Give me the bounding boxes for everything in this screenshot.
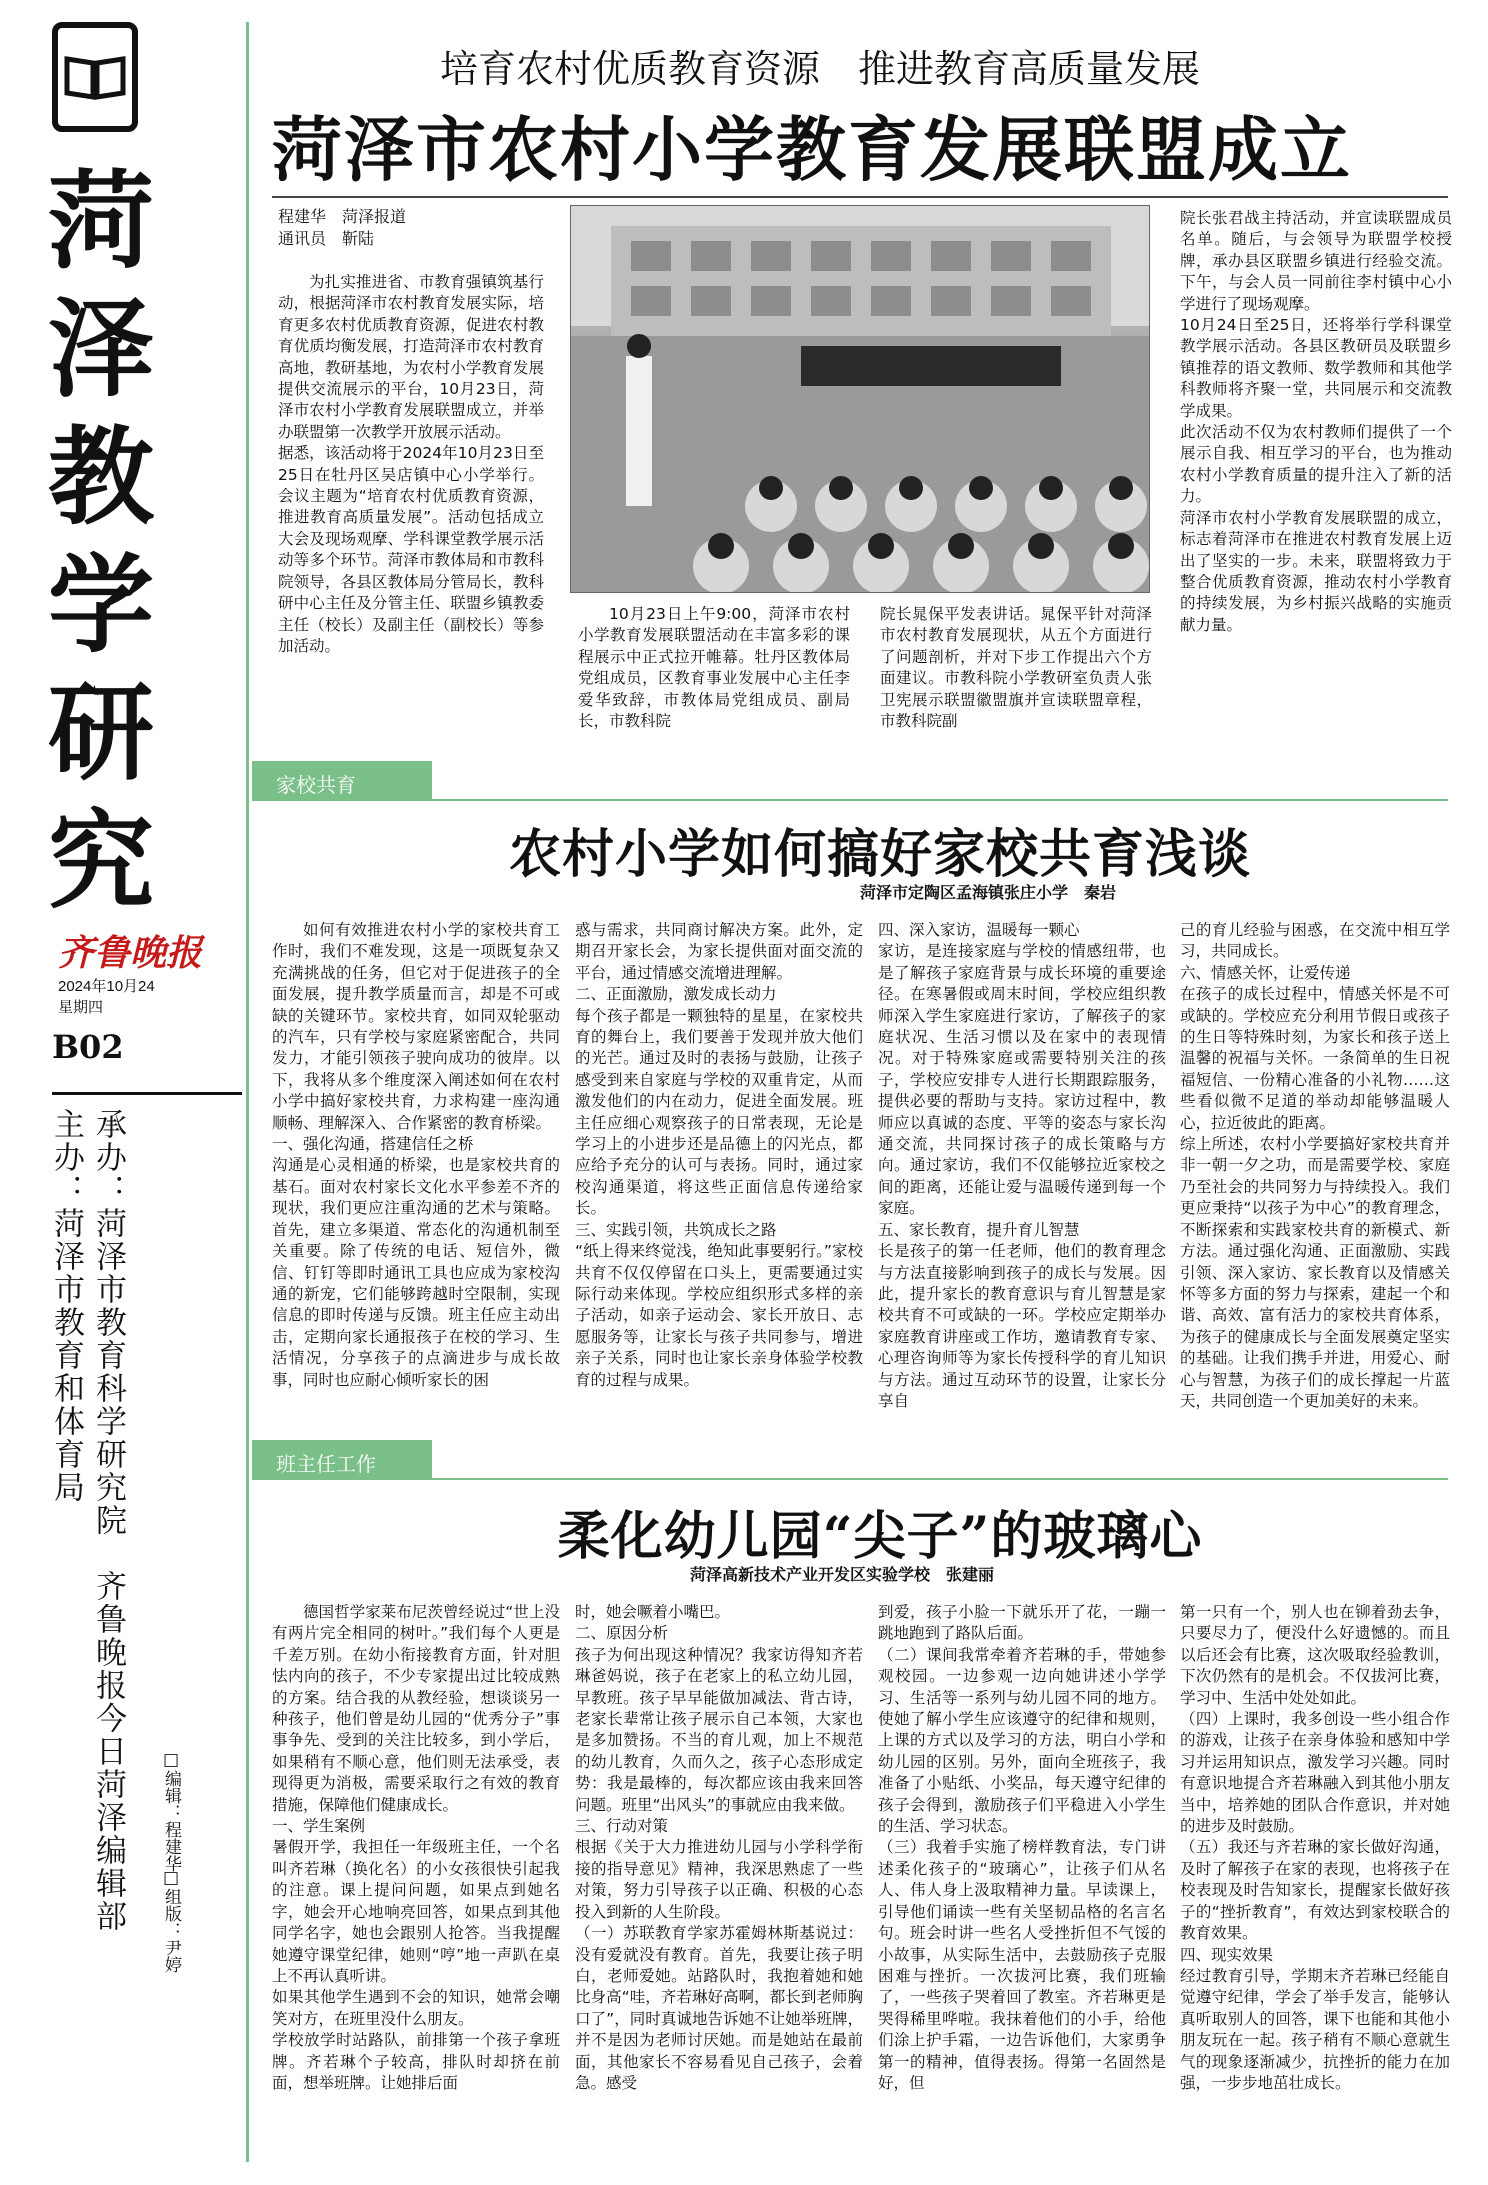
- host-info: 承办：菏泽市教育科学研究院 齐鲁晚报今日菏泽编辑部: [90, 1108, 126, 1933]
- section-tag-home-school: 家校共育: [252, 761, 432, 801]
- article2-headline: 农村小学如何搞好家校共育浅谈: [508, 824, 1251, 885]
- green-divider: [246, 22, 249, 2162]
- article3-author: 菏泽高新技术产业开发区实验学校 张建丽: [690, 1565, 995, 1584]
- article3-col3: 到爱，孩子小脸一下就乐开了花，一蹦一跳地跑到了路队后面。 （二）课间我常牵着齐若琳的手，带她参观校园。一边参观一边向她讲述小学学习、生活等一系列与幼儿园不同的地方。使她了解小学生应该遵守的纪律和规则，上课的方式以及学习的方法，明白小学和幼儿园的区别。另外，面向全班孩子，我准备了小贴纸、小奖品，每天遵守纪律的孩子会得到，激励孩子们平稳进入小学生的生活、学习状态。 （三）我着手实施了榜样教育法，专门讲述柔化孩子的“玻璃心”，让孩子们从名人、伟人身上汲取精神力量。早读课上，引导他们诵读一些有关坚韧品格的名言名句。班会时讲一些名人受挫折但不气馁的小故事，从实际生活中，去鼓励孩子克服困难与挫折。一次拔河比赛，我们班输了，一些孩子哭着回了教室。齐若琳更是哭得稀里哗啦。我抹着他们的小手，给他们涂上护手霜，一边告诉他们，大家勇争第一的精神，值得表扬。得第一名固然是好，但: [878, 1603, 1166, 2092]
- article2-col1: 如何有效推进农村小学的家校共育工作时，我们不难发现，这是一项既复杂又充满挑战的任务，但它对于促进孩子的全面发展，提升教学质量而言，却是不可或缺的关键环节。家校共育，如同双轮驱动的汽车，只有学校与家庭紧密配合，共同发力，才能引领孩子驶向成功的彼岸。以下，我将从多个维度深入阐述如何在农村小学中搞好家校共育，力求构建一座沟通顺畅、理解深入、合作紧密的教育桥梁。 一、强化沟通，搭建信任之桥 沟通是心灵相通的桥梁，也是家校共育的基石。面对农村家长文化水平参差不齐的现状，我们更应注重沟通的艺术与策略。首先，建立多渠道、常态化的沟通机制至关重要。除了传统的电话、短信外，微信、钉钉等即时通讯工具也应成为家校沟通的新宠，它们能够跨越时空限制，实现信息的即时传递与反馈。班主任应主动出击，定期向家长通报孩子在校的学习、生活情况，分享孩子的点滴进步与成长故事，同时也应耐心倾听家长的困: [272, 921, 560, 1389]
- section-tag-head-teacher: 班主任工作: [252, 1440, 432, 1480]
- article1-col1: 为扎实推进省、市教育强镇筑基行动，根据菏泽市农村教育发展实际，培育更多农村优质教育资源，促进农村教育优质均衡发展，打造菏泽市农村教育高地，教研基地，为农村小学教育发展提供交流展示的平台，10月23日，菏泽市农村小学教育发展联盟成立，并举办联盟第一次教学开放展示活动。 据悉，该活动将于2024年10月23日至25日在牡丹区吴店镇中心小学举行。会议主题为“培育农村优质教育资源，推进教育高质量发展”。活动包括成立大会及现场观摩、学科课堂教学展示活动等多个环节。菏泽市教体局和市教科院领导，各县区教体局分管局长，教科研中心主任及分管主任、联盟乡镇教委主任（校长）及副主任（副校长）等参加活动。: [278, 273, 544, 655]
- editor-credit: □编辑：程建华: [161, 1750, 181, 1872]
- issue-weekday: 星期四: [58, 999, 104, 1016]
- article3-col2: 时，她会噘着小嘴巴。 二、原因分析 孩子为何出现这种情况？我家访得知齐若琳爸妈说，孩子在老家上的私立幼儿园，早教班。孩子早早能做加减法、背古诗，老家长辈常让孩子展示自己本领，大家也是多加赞扬。不当的育儿观，加上不规范的幼儿教育，久而久之，孩子心态形成定势：我是最棒的，每次都应该由我来回答问题。班里“出风头”的事就应由我来做。 三、行动对策 根据《关于大力推进幼儿园与小学科学衔接的指导意见》精神，我深思熟虑了一些对策，努力引导孩子以正确、积极的心态投入到新的人生阶段。 （一）苏联教育学家苏霍姆林斯基说过：没有爱就没有教育。首先，我要让孩子明白，老师爱她。站路队时，我抱着她和她比身高“哇，齐若琳好高啊，都长到老师胸口了”，同时真诚地告诉她不让她举班牌，并不是因为老师讨厌她。而是她站在最前面，其他家长不容易看见自己孩子，会着急。感受: [575, 1603, 863, 2092]
- article3-col4: 第一只有一个，别人也在铆着劲去争，只要尽力了，便没什么好遗憾的。而且以后还会有比赛，这次吸取经验教训，下次仍然有的是机会。不仅拔河比赛，学习中、生活中处处如此。 （四）上课时，我多创设一些小组合作的游戏，让孩子在亲身体验和感知中学习并运用知识点，激发学习兴趣。同时有意识地提合齐若琳融入到其他小朋友当中，培养她的团队合作意识，并对她的进步及时鼓励。 （五）我还与齐若琳的家长做好沟通，及时了解孩子在家的表现，也将孩子在校表现及时告知家长，提醒家长做好孩子的“挫折教育”，有效达到家校联合的教育效果。 四、现实效果 经过教育引导，学期末齐若琳已经能自觉遵守纪律，学会了举手发言，能够认真听取别人的回答，课下也能和其他小朋友玩在一起。孩子稍有不顺心意就生气的现象逐渐减少，抗挫折的能力在加强，一步步地茁壮成长。: [1180, 1603, 1450, 2092]
- page-number: B02: [52, 1028, 124, 1066]
- article1-col3: 院长晁保平发表讲话。晁保平针对菏泽市农村教育发展现状，从五个方面进行了问题剖析，并对下步工作提出六个方面建议。市教科院小学教研室负责人张卫宪展示联盟徽盟旗并宣读联盟章程，市教科院副: [880, 605, 1152, 731]
- article3-headline: 柔化幼儿园“尖子”的玻璃心: [557, 1506, 1203, 1567]
- organizer-info: 主办：菏泽市教育和体育局: [48, 1108, 84, 1504]
- divider: [52, 1092, 242, 1095]
- article2-col4: 己的育儿经验与困惑，在交流中相互学习，共同成长。 六、情感关怀，让爱传递 在孩子的成长过程中，情感关怀是不可或缺的。学校应充分利用节假日或孩子的生日等特殊时刻，为家长和孩子送上温馨的祝福与关怀。一条简单的生日祝福短信、一份精心准备的小礼物……这些看似微不足道的举动却能够温暖人心，拉近彼此的距离。 综上所述，农村小学要搞好家校共育并非一朝一夕之功，而是需要学校、家庭乃至社会的共同努力与持续投入。我们更应秉持“以孩子为中心”的教育理念，不断探索和实践家校共育的新模式、新方法。通过强化沟通、正面激励、实践引领、深入家访、家长教育以及情感关怀等多方面的努力与探索，建起一个和谐、高效、富有活力的家校共育体系，为孩子的健康成长与全面发展奠定坚实的基础。让我们携手并进，用爱心、耐心与智慧，为孩子们的成长撑起一片蓝天，共同创造一个更加美好的未来。: [1180, 921, 1450, 1410]
- article1-subtitle: 培育农村优质教育资源 推进教育高质量发展: [440, 47, 1201, 91]
- article1-col2: 10月23日上午9:00，菏泽市农村小学教育发展联盟活动在丰富多彩的课程展示中正式拉开帷幕。牡丹区教体局党组成员，区教育事业发展中心主任李爱华致辞，市教体局党组成员、副局长，市教科院: [578, 605, 850, 731]
- article2-col3: 四、深入家访，温暖每一颗心 家访，是连接家庭与学校的情感纽带，也是了解孩子家庭背景与成长环境的重要途径。在寒暑假或周末时间，学校应组织教师深入学生家庭进行家访，了解孩子的家庭状况、生活习惯以及在家中的表现情况。对于特殊家庭或需要特别关注的孩子，学校应安排专人进行长期跟踪服务，提供必要的帮助与支持。家访过程中，教师应以真诚的态度、平等的姿态与家长沟通交流，共同探讨孩子的成长策略与方向。通过家访，我们不仅能够拉近家校之间的距离，还能让爱与温暖传递到每一个家庭。 五、家长教育，提升育儿智慧 长是孩子的第一任老师，他们的教育理念与方法直接影响到孩子的成长与发展。因此，提升家长的教育意识与育儿智慧是家校共育不可或缺的一环。学校应定期举办家庭教育讲座或工作坊，邀请教育专家、心理咨询师等为家长传授科学的育儿知识与方法。通过互动环节的设置，让家长分享自: [878, 921, 1166, 1410]
- article3-col1: 德国哲学家莱布尼茨曾经说过“世上没有两片完全相同的树叶。”我们每个人更是千差万别。在幼小衔接教育方面，针对胆怯内向的孩子，不少专家提出过比较成熟的方案。结合我的从教经验，想谈谈另一种孩子，他们曾是幼儿园的“优秀分子”事事争先、受到的关注比较多，到小学后，如果稍有不顺心意，他们则无法承受，表现得更为消极，需要采取行之有效的教育措施，保障他们健康成长。 一、学生案例 暑假开学，我担任一年级班主任，一个名叫齐若琳（换化名）的小女孩很快引起我的注意。课上提问问题，如果点到她名字，她会开心地响亮回答，如果点到其他同学名字，她也会跟别人抢答。当我提醒她遵守课堂纪律，她则“哼”地一声趴在桌上不再认真听讲。 如果其他学生遇到不会的知识，她常会嘲笑对方，在班里没什么朋友。 学校放学时站路队，前排第一个孩子拿班牌。齐若琳个子较高，排队时却挤在前面，想举班牌。让她排后面: [272, 1603, 560, 2092]
- divider: [252, 799, 1448, 801]
- issue-date: 2024年10月24: [58, 978, 155, 995]
- layout-credit: □组版：尹婷: [161, 1868, 181, 1973]
- article1-headline: 菏泽市农村小学教育发展联盟成立: [272, 108, 1352, 191]
- divider: [272, 196, 1448, 198]
- article2-author: 菏泽市定陶区孟海镇张庄小学 秦岩: [860, 883, 1117, 902]
- paper-name: 齐鲁晚报: [58, 932, 203, 974]
- logo-book-icon: [52, 22, 138, 132]
- article1-photo: [570, 205, 1150, 593]
- article1-byline: 程建华 菏泽报道 通讯员 靳陆: [278, 207, 407, 248]
- article1-col4: 院长张君战主持活动，并宣读联盟成员名单。随后，与会领导为联盟学校授牌，承办县区联盟乡镇进行经验交流。下午，与会人员一同前往李村镇中心小学进行了现场观摩。 10月24日至25日，还将举行学科课堂教学展示活动。各县区教研员及联盟乡镇推荐的语文教师、数学教师和其他学科教师将齐聚一堂，共同展示和交流教学成果。 此次活动不仅为农村教师们提供了一个展示自我、相互学习的平台，也为推动农村小学教育质量的提升注入了新的活力。 菏泽市农村小学教育发展联盟的成立，标志着菏泽市在推进农村教育发展上迈出了坚实的一步。未来，联盟将致力于整合优质教育资源，推动农村小学教育的持续发展，为乡村振兴战略的实施贡献力量。: [1180, 209, 1452, 634]
- article2-col2: 惑与需求，共同商讨解决方案。此外，定期召开家长会，为家长提供面对面交流的平台，通过情感交流增进理解。 二、正面激励，激发成长动力 每个孩子都是一颗独特的星星，在家校共育的舞台上，我们要善于发现并放大他们的光芒。通过及时的表扬与鼓励，让孩子感受到来自家庭与学校的双重肯定，从而激发他们的内在动力，促进全面发展。班主任应细心观察孩子的日常表现，无论是学习上的小进步还是品德上的闪光点，都应给予充分的认可与表扬。同时，通过家校沟通渠道，将这些正面信息传递给家长。 三、实践引领，共筑成长之路 “纸上得来终觉浅，绝知此事要躬行。”家校共育不仅仅停留在口头上，更需要通过实际行动来体现。学校应组织形式多样的亲子活动，如亲子运动会、家长开放日、志愿服务等，让家长与孩子共同参与，增进亲子关系，同时也让家长亲身体验学校教育的过程与成果。: [575, 921, 863, 1389]
- masthead-title: 菏 泽 教 学 研 究: [48, 160, 154, 923]
- divider: [252, 1478, 1448, 1480]
